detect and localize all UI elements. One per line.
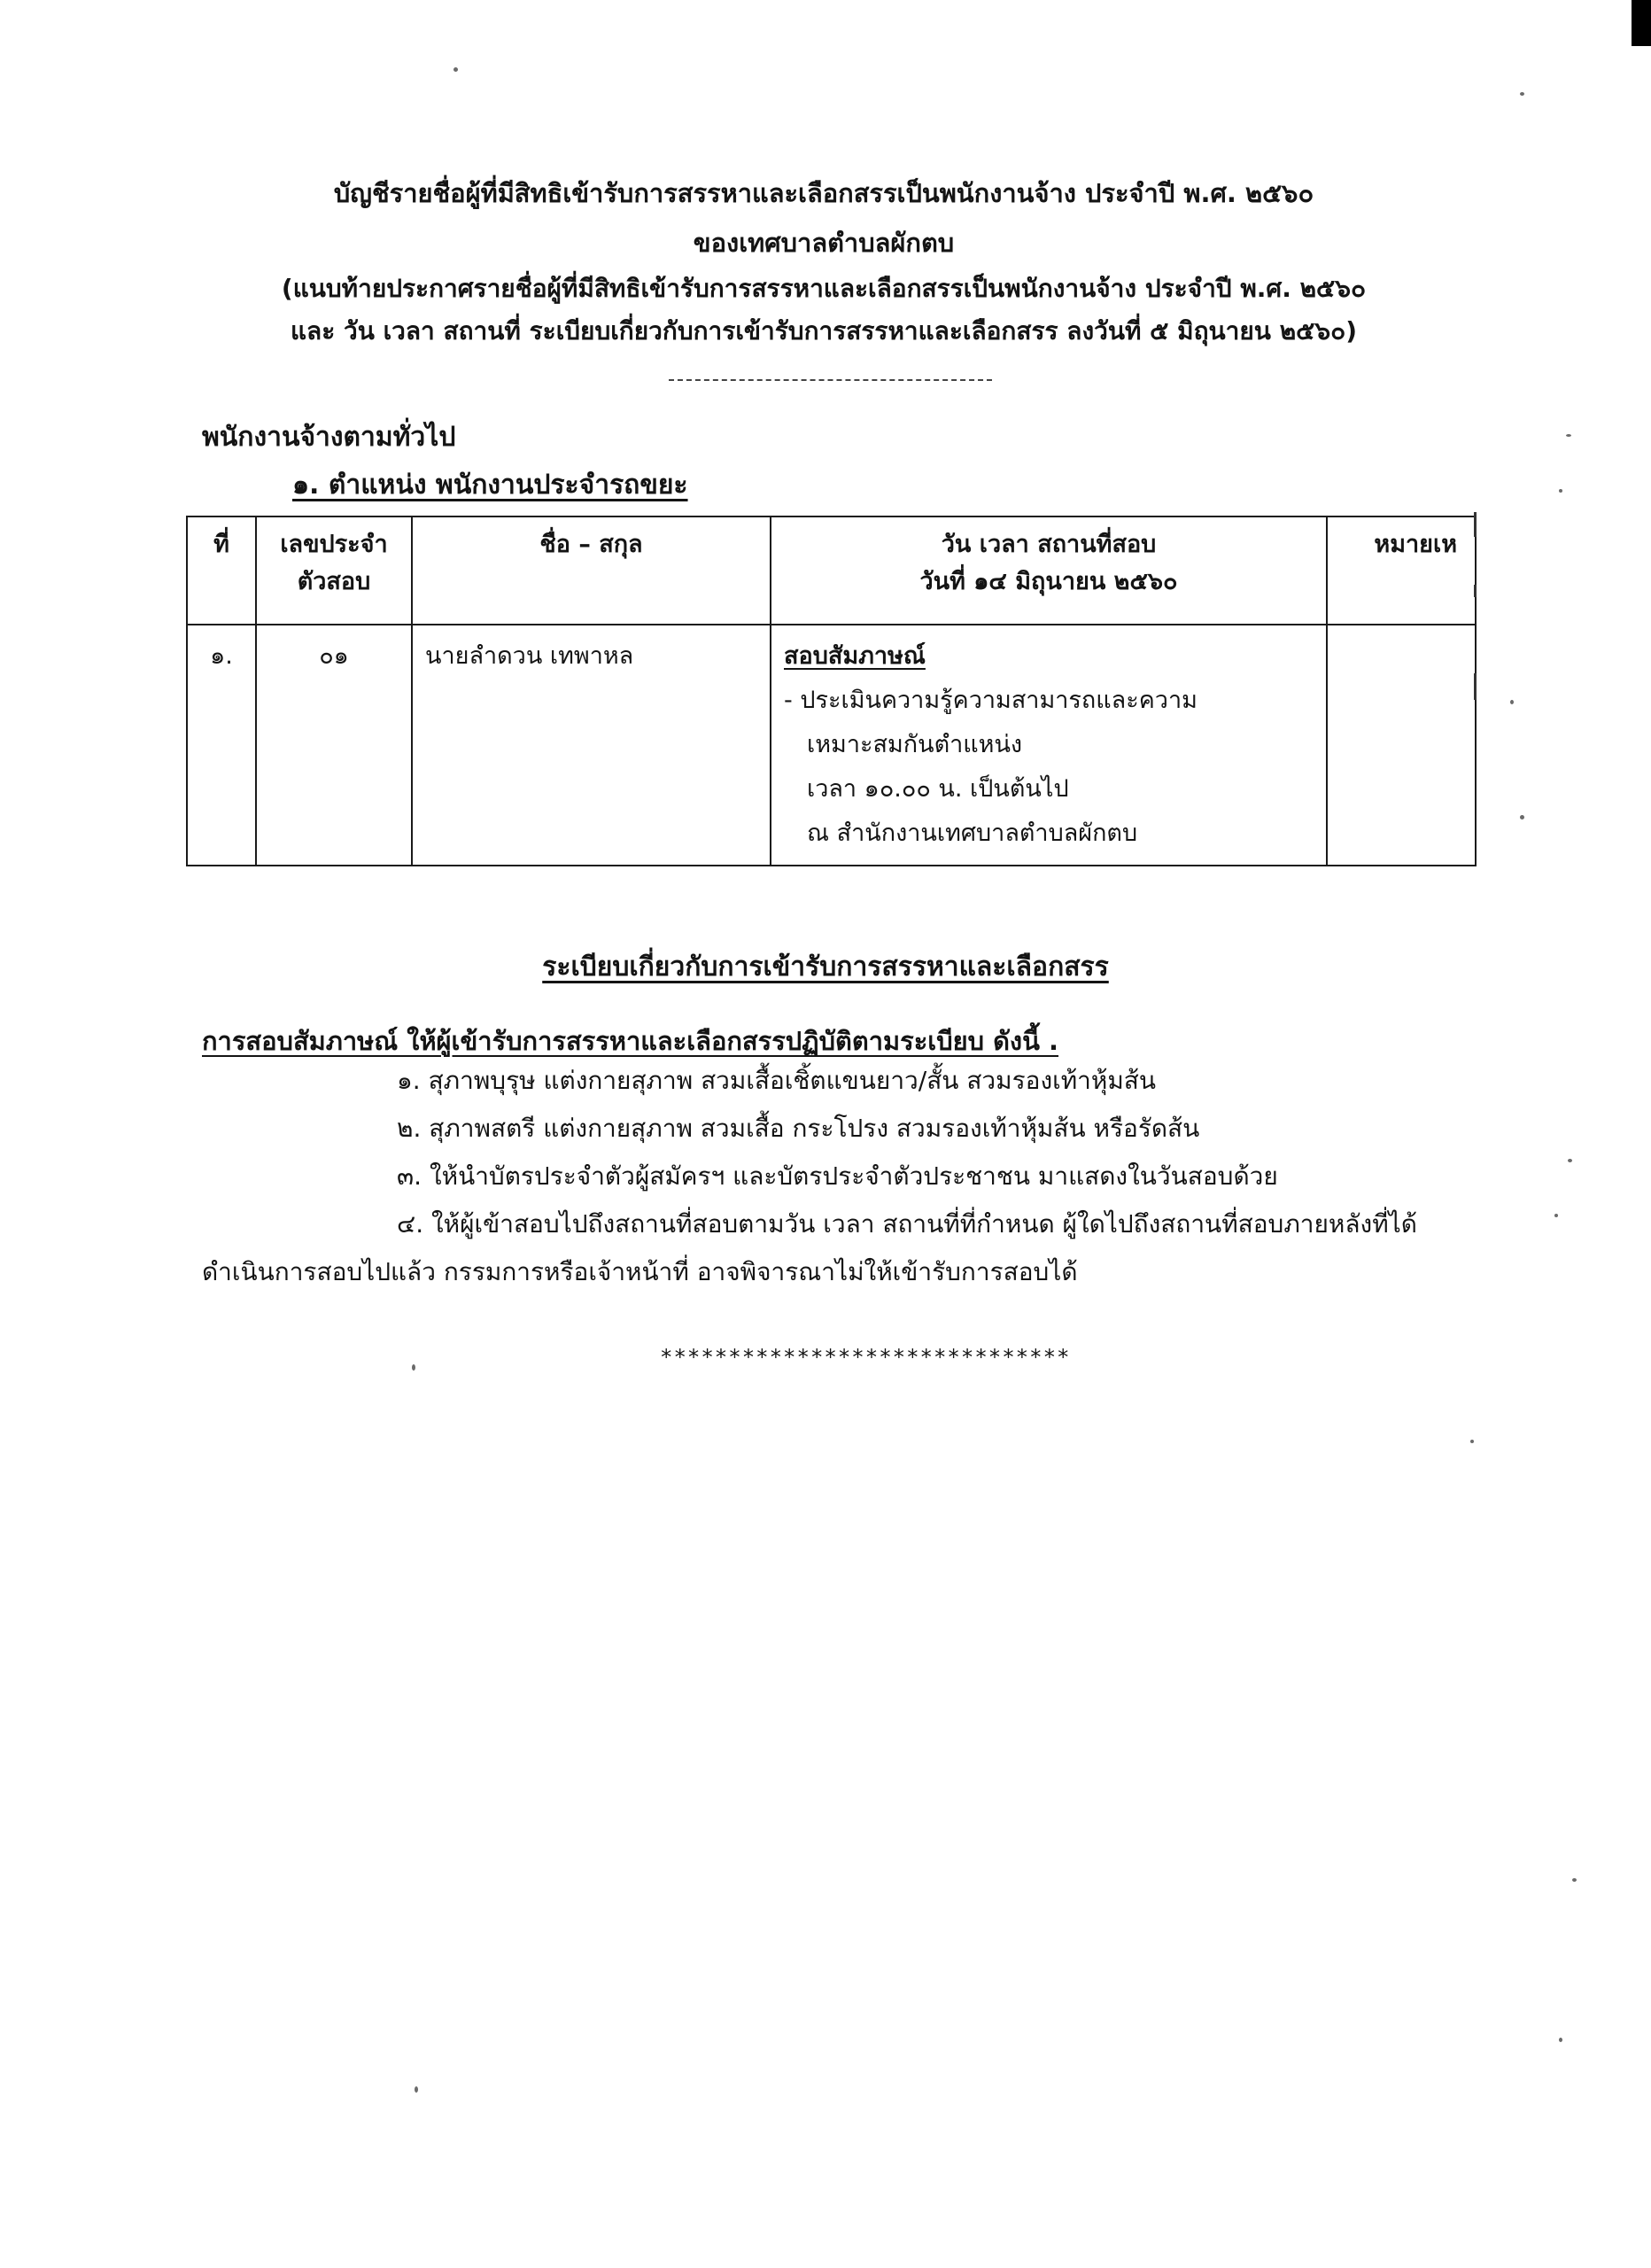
scan-speck [1510,700,1514,704]
cell-note [1327,625,1476,866]
scan-speck [1559,2038,1562,2042]
header-line-2: ของเทศบาลตำบลผักตบ [693,228,955,258]
header-datetime-line1: วัน เวลา สถานที่สอบ [941,531,1157,558]
exam-time: เวลา ๑๐.๐๐ น. เป็นต้นไป [807,774,1069,803]
header-line-1: บัญชีรายชื่อผู้ที่มีสิทธิเข้ารับการสรรหาและเลือกสรรเป็นพนักงานจ้าง ประจำปี พ.ศ. ๒๕๖๐ [333,178,1314,208]
header-line-3: (แนบท้ายประกาศรายชื่อผู้ที่มีสิทธิเข้ารับการสรรหาและเลือกสรรเป็นพนักงานจ้าง ประจำปี พ.ศ. ๒๕๖๐ [281,274,1367,303]
header-name-label: ชื่อ – สกุล [539,531,643,558]
scan-speck [1520,815,1524,819]
header-exam-id-line2: ตัวสอบ [297,567,371,595]
closing-stars: ****************************** [660,1345,1071,1370]
scan-speck [1568,1159,1572,1162]
regulation-item-4-continued: ดำเนินการสอบไปแล้ว กรรมการหรือเจ้าหน้าที่ อาจพิจารณาไม่ให้เข้ารับการสอบได้ [202,1257,1078,1286]
scan-speck [1559,489,1562,493]
cell-no: ๑. [187,625,256,866]
scan-speck [1554,1214,1558,1217]
cell-name: นายลำดวน เทพาหล [412,625,771,866]
header-note [1327,517,1476,625]
scan-corner-mark [1632,0,1651,46]
exam-type: สอบสัมภาษณ์ [784,642,926,670]
header-exam-id [256,517,412,625]
scan-mark [1474,673,1477,700]
regulation-item-4: ๔. ให้ผู้เข้าสอบไปถึงสถานที่สอบตามวัน เวลา สถานที่ที่กำหนด ผู้ใดไปถึงสถานที่สอบภายหลังที่ได้ [397,1209,1417,1239]
scan-mark [1474,512,1477,537]
cell-exam-id: ๐๑ [256,625,412,866]
header-no-label: ที่ [213,531,229,558]
exam-detail-1: - ประเมินความรู้ความสามารถและความ [784,686,1198,714]
header-datetime-line2: วันที่ ๑๔ มิถุนายน ๒๕๖๐ [919,567,1178,595]
header-exam-id-line1: เลขประจำ [280,531,388,558]
table-row [187,625,1476,866]
scan-speck [1520,92,1524,96]
scan-speck [1566,434,1571,437]
header-note-label: หมายเห [1374,531,1457,558]
candidate-table [186,516,1477,866]
header-no [187,517,256,625]
header-datetime [771,517,1327,625]
scan-speck [1572,1878,1577,1882]
exam-detail-2: เหมาะสมกันตำแหน่ง [807,730,1023,758]
cell-exam-details [771,625,1327,866]
scan-speck [415,2086,418,2093]
scan-speck [412,1364,415,1371]
regulation-item-1: ๑. สุภาพบุรุษ แต่งกายสุภาพ สวมเสื้อเชิ้ตแขนยาว/สั้น สวมรองเท้าหุ้มส้น [397,1066,1157,1095]
header-name [412,517,771,625]
header-line-4: และ วัน เวลา สถานที่ ระเบียบเกี่ยวกับการเข้ารับการสรรหาและเลือกสรร ลงวันที่ ๕ มิถุนายน ๒๕๖๐) [290,316,1357,346]
regulations-title: ระเบียบเกี่ยวกับการเข้ารับการสรรหาและเลือกสรร [542,951,1109,983]
scan-speck [453,67,458,72]
regulation-item-2: ๒. สุภาพสตรี แต่งกายสุภาพ สวมเสื้อ กระโปรง สวมรองเท้าหุ้มส้น หรือรัดส้น [397,1114,1200,1143]
table-header-row [187,517,1476,625]
position-title: ๑. ตำแหน่ง พนักงานประจำรถขยะ [292,470,688,501]
regulation-item-3: ๓. ให้นำบัตรประจำตัวผู้สมัครฯ และบัตรประจำตัวประชาชน มาแสดงในวันสอบด้วย [397,1161,1278,1191]
exam-place: ณ สำนักงานเทศบาลตำบลผักตบ [807,819,1138,847]
header-divider [669,379,992,381]
scan-mark [1474,585,1477,597]
regulations-intro: การสอบสัมภาษณ์ ให้ผู้เข้ารับการสรรหาและเลือกสรรปฏิบัติตามระเบียบ ดังนี้ . [202,1026,1059,1056]
scan-speck [1470,1440,1474,1443]
section-title: พนักงานจ้างตามทั่วไป [202,422,456,453]
